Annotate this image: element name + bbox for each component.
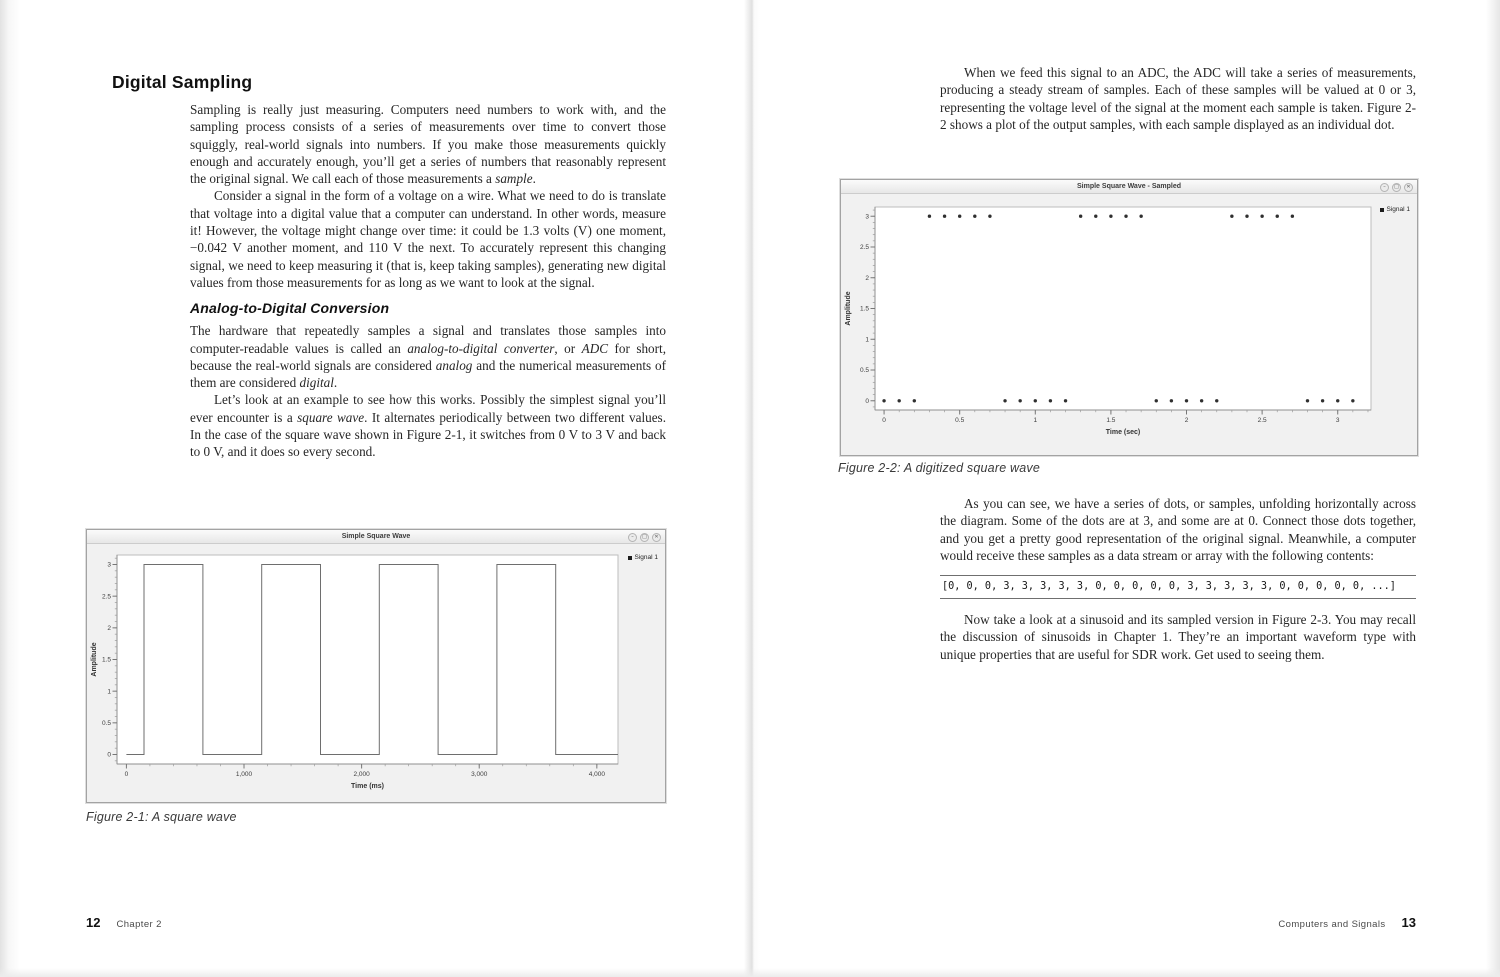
paragraph: Consider a signal in the form of a voltage on a wire. What we need to do is translate that voltage into a digital value that a computer can understand. In other words, measure it! However, the voltage might change over time: it could be 1.3 volts (V) one moment, −0.042 V another moment, and 110 V the next. To accurately represent this changing signal, we need to keep measuring it (that is, keep taking samples), generating new digital values from those measurements for as long as we want to look at the signal. — [190, 188, 666, 290]
svg-text:Time (sec): Time (sec) — [1105, 429, 1141, 436]
plot-legend — [628, 554, 659, 561]
svg-text:2: 2 — [107, 625, 111, 633]
legend-marker-icon — [1380, 208, 1384, 212]
svg-text:2: 2 — [1184, 417, 1189, 424]
svg-text:1.5: 1.5 — [859, 305, 869, 313]
svg-text:4,000: 4,000 — [588, 771, 605, 778]
svg-text:1: 1 — [1033, 417, 1038, 424]
window-controls — [1380, 183, 1413, 192]
scan-edge-right — [1486, 0, 1500, 977]
paragraph: Sampling is really just measuring. Computers need numbers to work with, and the sampling process consists of a series of measurements over time to convert those squiggly, real-world signals into numbers. If you make those measurements quickly enough and accurately enough, you’ll get a series of numbers that reasonably represent the original signal. We call each of those measurements a sample. — [190, 102, 666, 187]
chapter-label: Chapter 2 — [116, 919, 162, 930]
legend-label: Signal 1 — [1386, 206, 1410, 213]
paragraph: Let’s look at an example to see how this works. Possibly the simplest signal you’ll ever encounter is a square wave. It alternates periodically between two different values. In the case of the square wave shown in Figure 2-1, it switches from 0 V to 3 V and back to 0 V, and it does so every second. — [190, 392, 666, 460]
svg-text:3,000: 3,000 — [471, 771, 488, 778]
figure-window-sampled-square-wave — [840, 179, 1418, 456]
maximize-icon: □ — [640, 533, 649, 542]
close-icon: ✕ — [652, 533, 661, 542]
svg-text:2,000: 2,000 — [353, 771, 370, 778]
sample-array-code: [0, 0, 0, 3, 3, 3, 3, 3, 0, 0, 0, 0, 0, 3, 3, 3, 3, 3, 0, 0, 0, 0, 0, ...] — [940, 575, 1416, 599]
right-body-column-bottom — [940, 495, 1416, 663]
plot-area-container — [87, 544, 665, 802]
legend-marker-icon — [628, 556, 632, 560]
intro-paragraphs — [190, 101, 666, 291]
svg-text:3: 3 — [865, 213, 869, 221]
svg-text:0: 0 — [865, 397, 869, 405]
svg-text:1: 1 — [865, 336, 869, 344]
paragraph: Now take a look at a sinusoid and its sampled version in Figure 2-3. You may recall the discussion of sinusoids in Chapter 1. They’re an important waveform type with unique properties that are useful for SDR work. Get used to seeing them. — [940, 612, 1416, 662]
svg-text:0: 0 — [107, 751, 111, 759]
book-gutter — [744, 0, 760, 977]
left-body-column — [190, 101, 666, 461]
left-page-footer — [86, 915, 162, 930]
svg-text:0.5: 0.5 — [101, 720, 111, 728]
svg-text:2.5: 2.5 — [101, 593, 111, 601]
figure-caption: Figure 2-1: A square wave — [86, 810, 237, 824]
window-title: Simple Square Wave - Sampled — [1077, 183, 1181, 190]
svg-text:Amplitude: Amplitude — [845, 291, 852, 326]
scan-edge-bottom — [0, 968, 1500, 977]
subsection-heading: Analog-to-Digital Conversion — [190, 300, 390, 317]
adc-output-paragraphs — [940, 64, 1416, 133]
paragraph: When we feed this signal to an ADC, the ADC will take a series of measurements, producing a steady stream of samples. Each of these samples will be valued at 0 or 3, representing the voltage level of the signal at the moment each sample is taken. Figure 2-2 shows a plot of the output samples, with each sample displayed as an individual dot. — [940, 65, 1416, 132]
paragraph: As you can see, we have a series of dots, or samples, unfolding horizontally across the diagram. Some of the dots are at 3, and some are at 0. Connect those dots together, and you get a pretty good representation of the original signal. Meanwhile, a computer would receive these samples as a data stream or array with the following contents: — [940, 496, 1416, 563]
svg-text:1: 1 — [107, 688, 111, 696]
svg-text:0.5: 0.5 — [955, 417, 965, 424]
window-titlebar — [841, 180, 1417, 194]
maximize-icon: □ — [1392, 183, 1401, 192]
figure-caption: Figure 2-2: A digitized square wave — [838, 461, 1041, 475]
minimize-icon: – — [1380, 183, 1389, 192]
window-titlebar — [87, 530, 665, 544]
legend-label: Signal 1 — [634, 554, 658, 561]
square-wave-plot — [87, 544, 665, 797]
plot-legend — [1380, 206, 1411, 213]
page-title: Digital Sampling — [112, 72, 253, 92]
right-body-column-top — [940, 64, 1416, 133]
section-label: Computers and Signals — [1278, 919, 1386, 930]
svg-text:0: 0 — [882, 417, 886, 424]
page-number: 12 — [86, 915, 101, 930]
svg-text:1.5: 1.5 — [101, 656, 111, 664]
figure-window-square-wave — [86, 529, 666, 803]
svg-text:2.5: 2.5 — [1257, 417, 1267, 424]
samples-paragraphs — [940, 495, 1416, 564]
adc-paragraphs — [190, 322, 666, 460]
svg-text:0: 0 — [124, 771, 129, 778]
scan-edge-left — [0, 0, 20, 977]
right-page-footer — [1278, 915, 1416, 930]
svg-text:2.5: 2.5 — [859, 244, 869, 252]
svg-text:Amplitude: Amplitude — [91, 642, 98, 677]
sinusoid-paragraphs — [940, 611, 1416, 663]
svg-text:2: 2 — [865, 274, 869, 282]
svg-text:0.5: 0.5 — [859, 367, 869, 375]
paragraph: The hardware that repeatedly samples a signal and translates those samples into computer-readable values is called an analog-to-digital converter, or ADC for short, because the real-world signals are considered analog and the numerical measurements of them are considered digital. — [190, 323, 666, 391]
svg-text:1.5: 1.5 — [1106, 417, 1116, 424]
window-controls — [628, 533, 661, 542]
page-number: 13 — [1401, 915, 1416, 930]
window-title: Simple Square Wave — [341, 533, 411, 540]
minimize-icon: – — [628, 533, 637, 542]
svg-text:Time (ms): Time (ms) — [351, 783, 384, 790]
svg-text:1,000: 1,000 — [235, 771, 253, 778]
svg-text:3: 3 — [107, 561, 111, 569]
close-icon: ✕ — [1404, 183, 1413, 192]
svg-text:3: 3 — [1335, 417, 1340, 424]
plot-area-container — [841, 194, 1417, 455]
right-page — [752, 0, 1500, 977]
sampled-square-wave-plot — [841, 194, 1417, 450]
